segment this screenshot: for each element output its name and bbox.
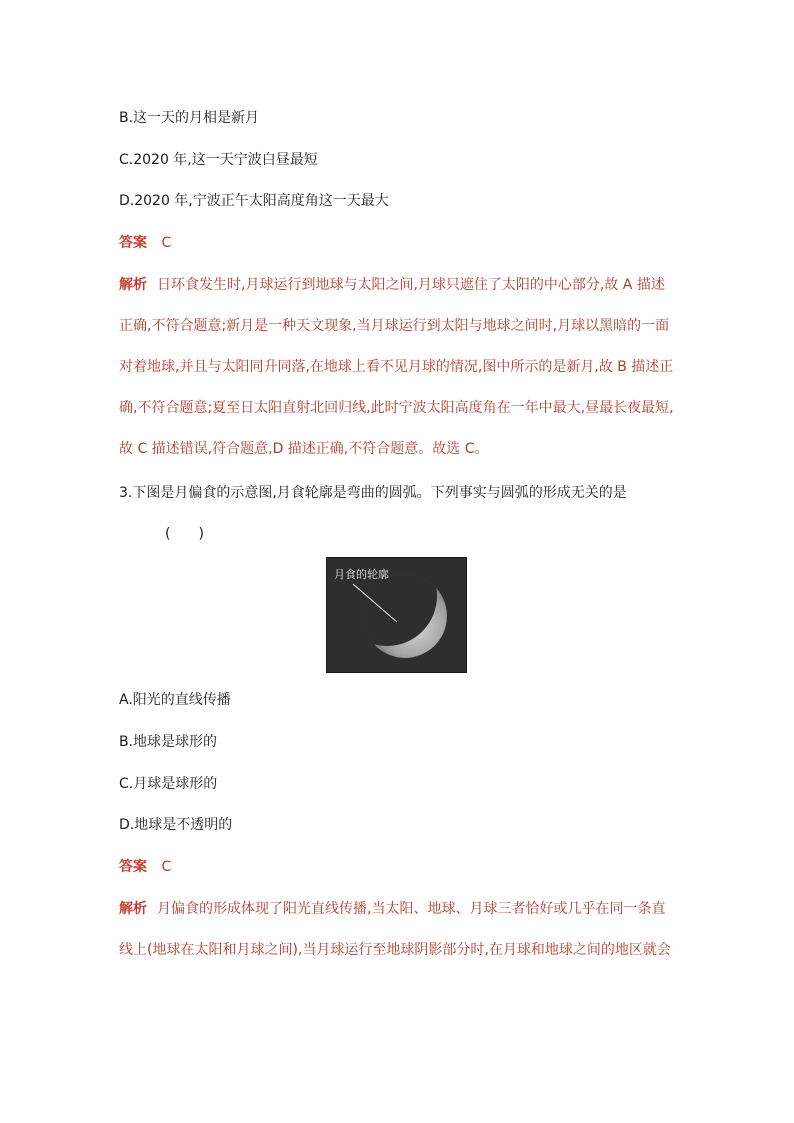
answer-label: 答案 [119, 859, 147, 875]
explanation-line: 正确,不符合题意;新月是一种天文现象,当月球运行到太阳与地球之间时,月球以黑暗的一面 [119, 318, 670, 334]
answer-blank: ( ) [165, 526, 204, 542]
explanation-line: 解析 月偏食的形成体现了阳光直线传播,当太阳、地球、月球三者恰好或几乎在同一条直 [119, 901, 666, 917]
option-a-q3: A.阳光的直线传播 [119, 692, 231, 708]
figure-label: 月食的轮廓 [334, 568, 389, 581]
option-d-q3: D.地球是不透明的 [119, 817, 233, 833]
option-c-q2: C.2020 年,这一天宁波白昼最短 [119, 152, 318, 168]
answer-q2 [119, 233, 171, 253]
option-c-q3: C.月球是球形的 [119, 776, 218, 792]
option-b-q3: B.地球是球形的 [119, 734, 218, 750]
answer-q3 [119, 857, 171, 877]
explanation-line: 线上(地球在太阳和月球之间),当月球运行至地球阴影部分时,在月球和地球之间的地区就会 [119, 942, 671, 958]
answer-label: 答案 [119, 235, 147, 251]
explanation-line: 对着地球,并且与太阳同升同落,在地球上看不见月球的情况,图中所示的是新月,故 B 描述正 [119, 359, 674, 375]
explanation-line: 确,不符合题意;夏至日太阳直射北回归线,此时宁波太阳高度角在一年中最大,昼最长夜最短, [119, 400, 674, 416]
answer-value: C [161, 235, 172, 251]
explanation-label: 解析 [119, 277, 147, 293]
lunar-eclipse-figure [326, 557, 467, 673]
question3-stem: 3.下图是月偏食的示意图,月食轮廓是弯曲的圆弧。下列事实与圆弧的形成无关的是 [119, 485, 627, 501]
option-b-q2: B.这一天的月相是新月 [119, 110, 260, 126]
explanation-line: 解析 日环食发生时,月球运行到地球与太阳之间,月球只遮住了太阳的中心部分,故 A 描述 [119, 277, 665, 293]
explanation-label: 解析 [119, 901, 147, 917]
explanation-line: 故 C 描述错误,符合题意,D 描述正确,不符合题意。故选 C。 [119, 441, 489, 457]
answer-value: C [161, 859, 172, 875]
explanation-q3 [119, 899, 675, 981]
explanation-q2 [119, 275, 675, 480]
option-d-q2: D.2020 年,宁波正午太阳高度角这一天最大 [119, 193, 389, 209]
